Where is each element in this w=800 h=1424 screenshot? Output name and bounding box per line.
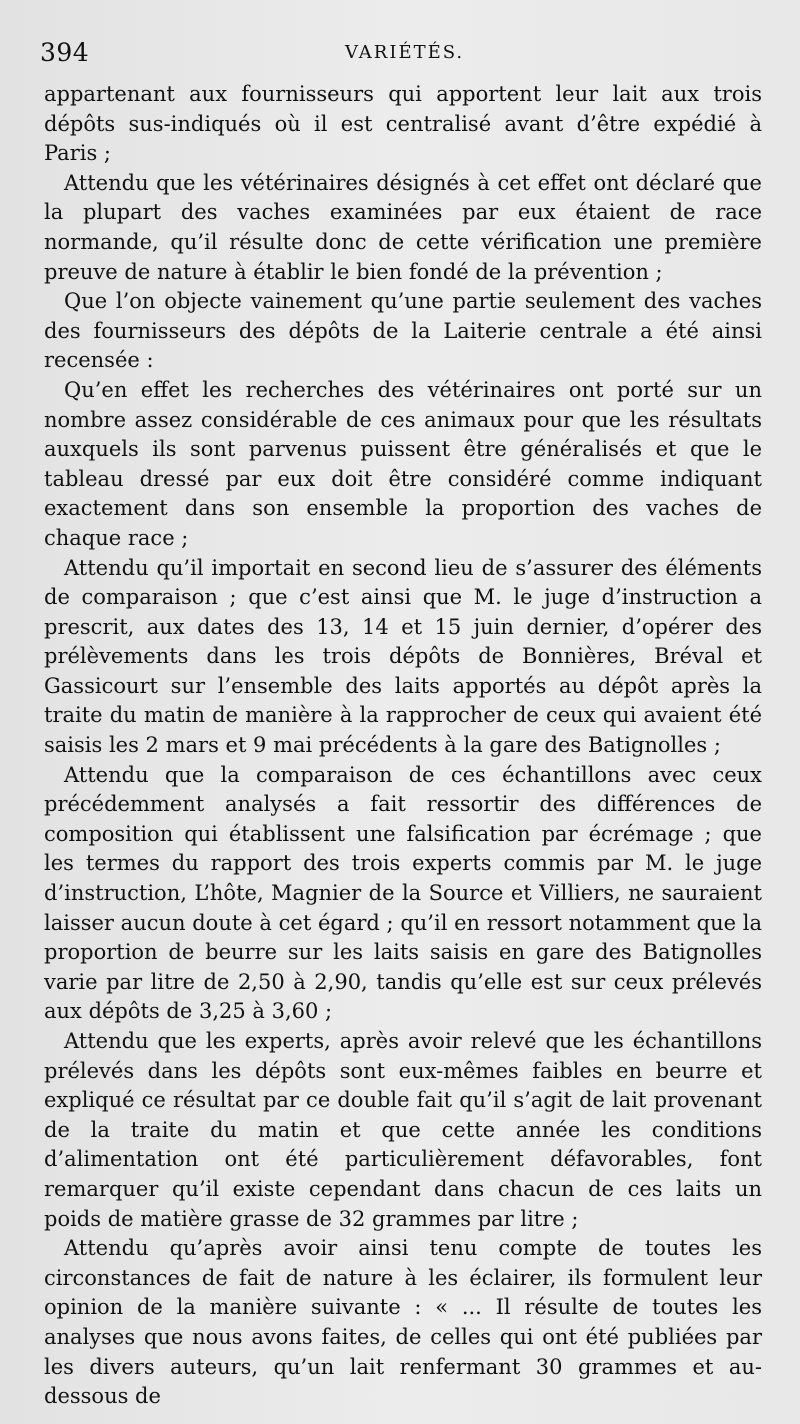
paragraph: Attendu que les experts, après avoir relevé que les échantillons prélevés dans les dépôts sont eux-mêmes faibles en beurre et expliqué ce résultat par ce double fait qu’il s’agit de lait provenant de la traite du matin et que cette année les conditions d’alimentation ont été particulièrement défavorables, font remarquer qu’il existe cependant dans chacun de ces laits un poids de matière grasse de 32 grammes par litre ; <box>44 1029 762 1231</box>
paragraph: Que l’on objecte vainement qu’une partie seulement des vaches des fournisseurs des dépôts de la Laiterie centrale a été ainsi recensée : <box>44 289 762 373</box>
paragraph: Attendu que la comparaison de ces échantillons avec ceux précédemment analysés a fait ressortir des différences de composition qui établissent une falsification par écrémage ; que les termes du rapport des trois experts commis par M. le juge d’instruction, L’hôte, Magnier de la Source et Villiers, ne sauraient laisser aucun doute à cet égard ; qu’il en ressort notamment que la proportion de beurre sur les laits saisis en gare des Batignolles varie par litre de 2,50 à 2,90, tandis qu’elle est sur ceux prélevés aux dépôts de 3,25 à 3,60 ; <box>44 762 762 1024</box>
page-number: 394 <box>40 38 90 67</box>
running-head: VARIÉTÉS. <box>345 42 465 63</box>
paragraph: appartenant aux fournisseurs qui apportent leur lait aux trois dépôts sus-indiqués où il est centralisé avant d’être expédié à Paris ; <box>44 82 762 166</box>
paragraph: Attendu qu’après avoir ainsi tenu compte de toutes les circonstances de fait de nature à les éclairer, ils formulent leur opinion de la manière suivante : « ... Il résulte de toutes les analyses que nous avons faites, de celles qui ont été publiées par les divers auteurs, qu’un lait renfermant 30 grammes et au-dessous de <box>44 1236 762 1409</box>
page-header <box>40 38 760 70</box>
body-text <box>44 80 762 1412</box>
paragraph: Qu’en effet les recherches des vétérinaires ont porté sur un nombre assez considérable de ces animaux pour que les résultats auxquels ils sont parvenus puissent être généralisés et que le tableau dressé par eux doit être considéré comme indiquant exactement dans son ensemble la proportion des vaches de chaque race ; <box>44 377 762 550</box>
paragraph: Attendu qu’il importait en second lieu de s’assurer des éléments de comparaison ; que c’est ainsi que M. le juge d’instruction a prescrit, aux dates des 13, 14 et 15 juin dernier, d’opérer des prélèvements dans les trois dépôts de Bonnières, Bréval et Gassicourt sur l’ensemble des laits apportés au dépôt après la traite du matin de manière à la rapprocher de ceux qui avaient été saisis les 2 mars et 9 mai précédents à la gare des Batignolles ; <box>44 555 762 758</box>
paragraph: Attendu que les vétérinaires désignés à cet effet ont déclaré que la plupart des vaches examinées par eux étaient de race normande, qu’il résulte donc de cette vérification une première preuve de nature à établir le bien fondé de la prévention ; <box>44 170 762 284</box>
